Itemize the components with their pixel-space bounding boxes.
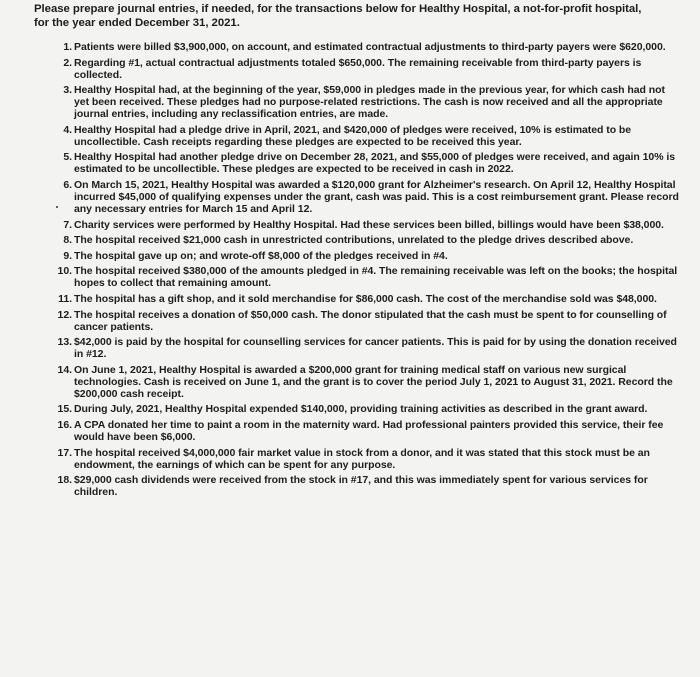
- item-text: Healthy Hospital had a pledge drive in April, 2021, and $420,000 of pledges were received, 10% is estimated to be uncollectible. Cash receipts regarding these pledges are expected to be received this year.: [74, 123, 632, 148]
- transaction-item: [63, 178, 688, 215]
- item-number: 1.: [63, 41, 72, 53]
- transaction-item: [63, 56, 688, 81]
- item-text: Charity services were performed by Healthy Hospital. Had these services been billed, billings would have been $38,000.: [74, 218, 664, 231]
- transaction-item: [63, 234, 688, 247]
- item-number: 16.: [57, 418, 72, 431]
- transaction-item: [57, 446, 688, 471]
- item-number: 5.: [63, 151, 72, 164]
- transaction-list: [34, 41, 688, 498]
- item-text: Healthy Hospital had, at the beginning of the year, $59,000 in pledges made in the previous year, for which cash had not yet been received. These pledges had no purpose-related restrictions. The cash is now received and all the appropriate journal entries, including any reclassification entries, are made.: [74, 84, 665, 121]
- item-number: 3.: [63, 84, 72, 97]
- transaction-item: [63, 218, 688, 231]
- item-number: 10.: [57, 265, 72, 278]
- item-number: 6.: [63, 178, 72, 191]
- item-text: The hospital received $21,000 cash in unrestricted contributions, unrelated to the pledge drives described above.: [74, 234, 634, 247]
- item-number: 18.: [57, 474, 72, 487]
- item-number: 12.: [57, 308, 72, 321]
- item-number: 14.: [57, 363, 72, 376]
- item-text: Healthy Hospital had another pledge drive on December 28, 2021, and $55,000 of pledges were received, and again 10% is estimated to be uncollectible. These pledges are expected to be received in cash in 2022.: [74, 151, 675, 176]
- item-text: On March 15, 2021, Healthy Hospital was awarded a $120,000 grant for Alzheimer's research. On April 12, Healthy Hospital incurred $45,000 of qualifying expenses under the grant, cash was paid. This is a cost reimbursement grant. Please record any necessary entries for March 15 and April 12.: [74, 178, 679, 215]
- item-text: The hospital received $4,000,000 fair market value in stock from a donor, and it was stated that this stock must be an endowment, the earnings of which can be spent for any purpose.: [74, 446, 650, 471]
- item-text: $29,000 cash dividends were received from the stock in #17, and this was immediately spent for various services for children.: [74, 474, 648, 499]
- item-number: 9.: [63, 249, 72, 262]
- transaction-item: [63, 41, 688, 53]
- item-text: Regarding #1, actual contractual adjustments totaled $650,000. The remaining receivable from third-party payers is collected.: [74, 56, 642, 81]
- item-number: 13.: [57, 336, 72, 349]
- transaction-item: [57, 336, 688, 361]
- item-number: 17.: [57, 446, 72, 459]
- transaction-item: [57, 403, 688, 416]
- item-number: 2.: [63, 56, 72, 69]
- transaction-item: [63, 249, 688, 262]
- item-text: On June 1, 2021, Healthy Hospital is awarded a $200,000 grant for training medical staff on various new surgical technologies. Cash is received on June 1, and the grant is to cover the period July 1, 2021 to August 31, 2021. Record the $200,000 cash receipt.: [74, 363, 673, 400]
- item-number: 7.: [63, 218, 72, 231]
- transaction-item: [63, 151, 688, 176]
- item-text: The hospital has a gift shop, and it sold merchandise for $86,000 cash. The cost of the merchandise sold was $48,000.: [74, 292, 657, 305]
- transaction-item: [58, 292, 688, 305]
- item-text: The hospital receives a donation of $50,000 cash. The donor stipulated that the cash must be spent to for counselling of cancer patients.: [74, 308, 667, 333]
- item-number: 15.: [57, 403, 72, 416]
- item-number: 8.: [63, 234, 72, 247]
- stray-mark: [56, 206, 58, 208]
- item-text: During July, 2021, Healthy Hospital expended $140,000, providing training activities as described in the grant award.: [74, 403, 648, 416]
- transaction-item: [63, 84, 688, 121]
- item-number: 4.: [63, 123, 72, 136]
- transaction-item: [63, 123, 688, 148]
- transaction-item: [57, 265, 688, 290]
- item-text: The hospital received $380,000 of the amounts pledged in #4. The remaining receivable was left on the books; the hospital hopes to collect that remaining amount.: [74, 265, 678, 290]
- item-text: A CPA donated her time to paint a room in the maternity ward. Had professional painters provided this service, their fee would have been $6,000.: [74, 418, 664, 443]
- item-number: 11.: [58, 292, 72, 305]
- transaction-item: [57, 474, 688, 499]
- item-text: The hospital gave up on; and wrote-off $8,000 of the pledges received in #4.: [74, 249, 448, 262]
- instructions-text: Please prepare journal entries, if needed, for the transactions below for Healthy Hospital, a not-for-profit hospital, for the year ended December 31, 2021.: [34, 3, 642, 29]
- transaction-item: [57, 363, 688, 400]
- transaction-item: [57, 308, 688, 333]
- item-text: $42,000 is paid by the hospital for counselling services for cancer patients. This is paid for by using the donation received in #12.: [74, 336, 677, 361]
- item-text: Patients were billed $3,900,000, on account, and estimated contractual adjustments to third-party payers were $620,000.: [74, 41, 666, 53]
- transaction-item: [57, 418, 688, 443]
